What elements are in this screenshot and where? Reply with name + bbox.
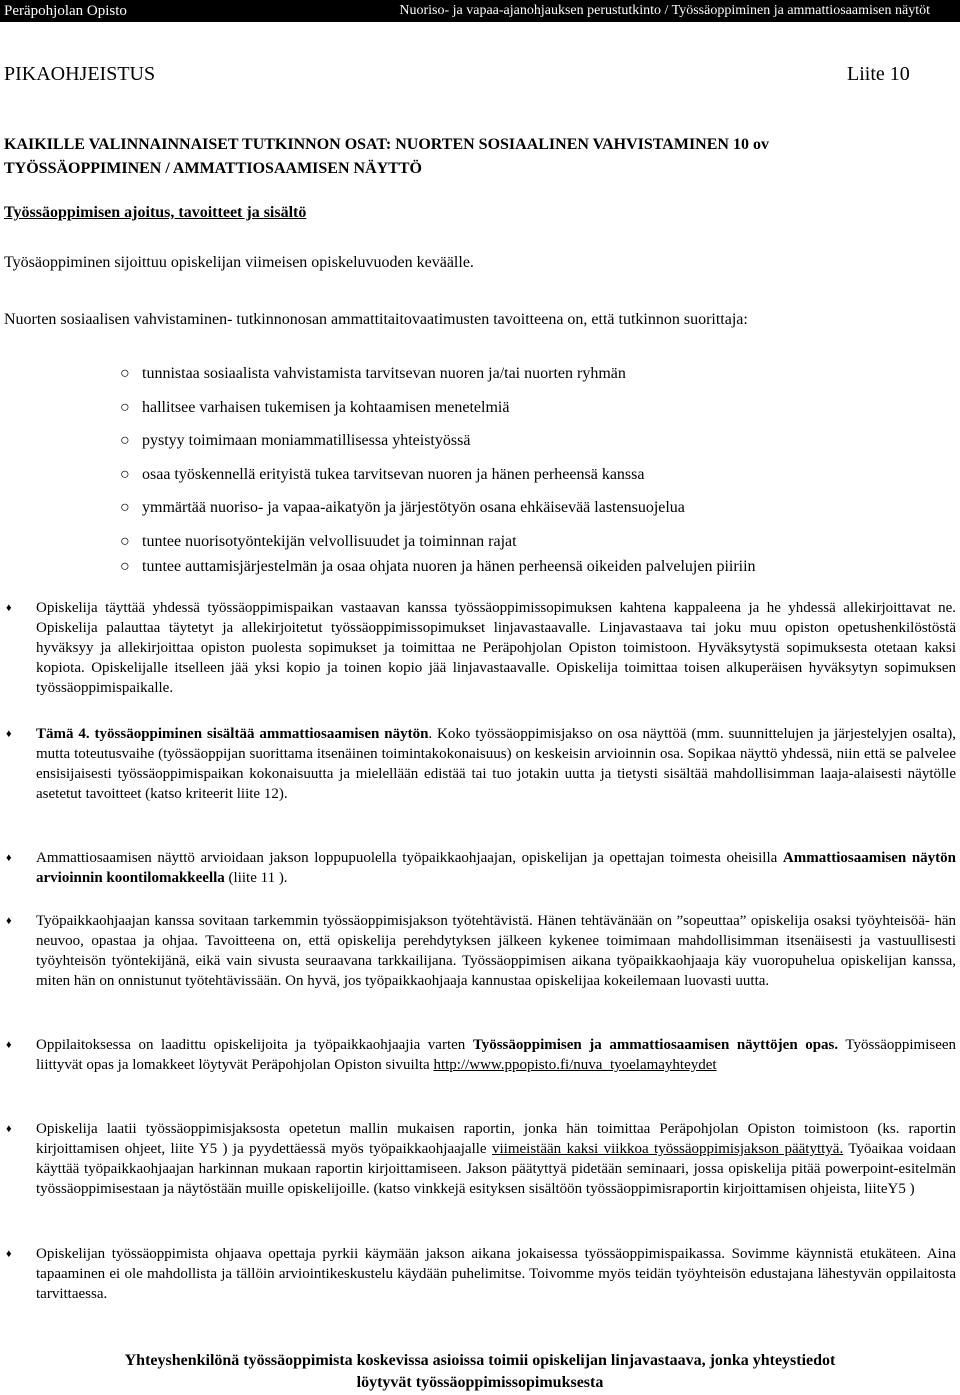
paragraph-teacher-visit: ♦ Opiskelijan työssäoppimista ohjaava opettaja pyrkii käymään jakson aikana jokaisessa työssäoppimispaikassa. Sovimme käynnistä etukäteen. Aina tapaaminen ei ole mahdollista ja tällöin arviointikeskustelu käydään puhelimitse. Toivomme myös teidän työyhteisön edustajana lähestyvän oppilaitosta tarvittaessa. bbox=[6, 1246, 956, 1302]
heading-module: KAIKILLE VALINNAINNAISET TUTKINNON OSAT: NUORTEN SOSIAALINEN VAHVISTAMINEN 10 ov bbox=[4, 136, 769, 153]
section-title: Työssäoppimisen ajoitus, tavoitteet ja sisältö bbox=[4, 204, 307, 221]
list-item: ○ osaa työskennellä erityistä tukea tarvitsevan nuoren ja hänen perheensä kanssa bbox=[120, 464, 756, 498]
circle-bullet-icon: ○ bbox=[120, 398, 130, 416]
page-title: PIKAOHJEISTUS bbox=[4, 63, 156, 85]
footer-line-1: Yhteyshenkilönä työssäoppimista koskevissa asioissa toimii opiskelijan linjavastaava, jonka yhteystiedot bbox=[124, 1352, 836, 1369]
paragraph-report: ♦ Opiskelija laatii työssäoppimisjaksosta opetetun mallin mukaisen raportin, jonka hän toimittaa Peräpohjolan Opiston toimistoon (ks. raportin kirjoittamisen ohjeet, liite Y5 ) ja pyydettäessä myös työpaikkaohjaajalle viimeistään kaksi viikkoa työssäoppimisjakson päätyttyä. Työaikaa voidaan käyttää työpaikkaohjaajan harkinnan mukaan raportin kirjoittamiseen. Jakson päätyttyä pidetään seminaari, jossa opiskelija pitää powerpoint-esitelmän työssäoppimisestaan ja näytöstään muille opiskelijoille. (katso vinkkejä esityksen sisältöön työssäoppimisraportin kirjoittamisen ohjeista, liiteY5 ) bbox=[6, 1121, 957, 1197]
circle-bullet-icon: ○ bbox=[120, 432, 130, 449]
paragraph-supervisor: ♦ Työpaikkaohjaajan kanssa sovitaan tarkemmin työssäoppimisjakson työtehtävistä. Hänen tehtävänään on ”sopeuttaa” opiskelija osaksi työyhteisöä- hän neuvoo, opastaa ja ohjaa. Tavoitteena on, että opiskelija perehdytyksen jälkeen kykenee toimimaan mahdollisimman itsenäisesti ja vastuullisesti työyhteisön työntekijänä, eikä vain sivusta seuraavana tarkkailijana. Työssäoppimisen aikana työpaikkaohjaaja käy vuoropuhelua opiskelijan kanssa, miten hän on onnistunut työtehtävissään. On hyvä, jos työpaikkaohjaaja kannustaa opiskelijaa kokeilemaan luovasti uutta. bbox=[6, 913, 956, 989]
circle-bullet-icon: ○ bbox=[120, 557, 130, 575]
list-item: ○ hallitsee varhaisen tukemisen ja kohtaamisen menetelmiä bbox=[120, 397, 756, 431]
intro-paragraph: Työsäoppiminen sijoittuu opiskelijan viimeisen opiskeluvuoden keväälle. bbox=[4, 254, 474, 271]
paragraph-demonstration: ♦ Tämä 4. työssäoppiminen sisältää ammattiosaamisen näytön. Koko työssäoppimisjakso on osa näyttöä (mm. suunnittelujen ja järjestelyjen osalta), mutta toteutusvaihe (työssäoppijan suorittama itsenäinen toimintakokonaisuus) on keskeisin arvioinnin osa. Sopikaa näyttö yhdessä, niin että se palvelee ensisijaisesti työssäoppimispaikan kokonaisuutta ja mielellään edistää tai tuo jotakin uutta ja tietysti sisältää mahdollisimman laaja-alaisesti näytölle asetetut tavoitteet (katso kriteerit liite 12). bbox=[6, 726, 956, 802]
header-document-title: Nuoriso- ja vapaa-ajanohjauksen perustutkinto / Työssäoppiminen ja ammattiosaamisen näytöt bbox=[399, 3, 930, 18]
paragraph-contract: ♦ Opiskelija täyttää yhdessä työssäoppimispaikan vastaavan kanssa työssäoppimissopimuksen kahtena kappaleena ja he yhdessä allekirjoittavat ne. Opiskelija palauttaa täytetyt ja allekirjoitetut työssäoppimissopimukset linjavastaavalle. Linjavastaava tai joku muu opiston opetushenkilöstöstä hyväksyy ja allekirjoittaa opiston puolesta sopimukset ja toimittaa ne Peräpohjolan Opiston toimistoon. Hyväksytystä sopimuksesta otetaan kaksi kopiota. Opiskelijalle itselleen jää yksi kopio ja toinen kopio jää linjavastaavalle. Opiskelija toimittaa toisen alkuperäisen hyväksytyn sopimuksen työssäoppimispaikalle. bbox=[6, 600, 956, 696]
goals-list bbox=[120, 363, 756, 578]
diamond-bullet-icon: ♦ bbox=[6, 728, 12, 740]
appendix-label: Liite 10 bbox=[847, 63, 910, 85]
diamond-bullet-icon: ♦ bbox=[6, 1248, 12, 1260]
circle-bullet-icon: ○ bbox=[120, 499, 130, 516]
list-item: ○ pystyy toimimaan moniammatillisessa yhteistyössä bbox=[120, 430, 756, 464]
goals-intro: Nuorten sosiaalisen vahvistaminen- tutkinnonosan ammattitaitovaatimusten tavoitteena on, että tutkinnon suorittaja: bbox=[4, 311, 748, 328]
diamond-bullet-icon: ♦ bbox=[6, 602, 12, 614]
diamond-bullet-icon: ♦ bbox=[6, 1039, 12, 1051]
diamond-bullet-icon: ♦ bbox=[6, 1123, 12, 1135]
header-school-name: Peräpohjolan Opisto bbox=[4, 3, 127, 19]
list-item: ○ ymmärtää nuoriso- ja vapaa-aikatyön ja järjestötyön osana ehkäisevää lastensuojelua bbox=[120, 497, 756, 531]
list-item: ○ tuntee auttamisjärjestelmän ja osaa ohjata nuoren ja hänen perheensä oikeiden palvelujen piiriin bbox=[120, 556, 756, 578]
paragraph-assessment: ♦ Ammattiosaamisen näyttö arvioidaan jakson loppupuolella työpaikkaohjaajan, opiskelijan ja opettajan toimesta oheisilla Ammattiosaamisen näytön arvioinnin koontilomakkeella (liite 11 ). bbox=[6, 850, 957, 886]
circle-bullet-icon: ○ bbox=[120, 365, 130, 382]
diamond-bullet-icon: ♦ bbox=[6, 915, 12, 927]
diamond-bullet-icon: ♦ bbox=[6, 852, 12, 864]
page-footer bbox=[0, 1350, 960, 1394]
list-item: ○ tuntee nuorisotyöntekijän velvollisuudet ja toiminnan rajat bbox=[120, 531, 756, 556]
circle-bullet-icon: ○ bbox=[120, 532, 130, 550]
footer-line-2: löytyvät työssäoppimissopimuksesta bbox=[356, 1374, 604, 1391]
list-item: ○ tunnistaa sosiaalista vahvistamista tarvitsevan nuoren ja/tai nuorten ryhmän bbox=[120, 363, 756, 397]
heading-subject: TYÖSSÄOPPIMINEN / AMMATTIOSAAMISEN NÄYTTÖ bbox=[4, 160, 422, 177]
circle-bullet-icon: ○ bbox=[120, 465, 130, 483]
page-header bbox=[0, 0, 960, 22]
guide-link[interactable]: http://www.ppopisto.fi/nuva_tyoelamayhteydet bbox=[433, 1057, 717, 1073]
paragraph-guide: ♦ Oppilaitoksessa on laadittu opiskelijoita ja työpaikkaohjaajia varten Työssäoppimisen ja ammattiosaamisen näyttöjen opas. Työssäoppimiseen liittyvät opas ja lomakkeet löytyvät Peräpohjolan Opiston sivuilta http://www.ppopisto.fi/nuva_tyoelamayhteydet bbox=[6, 1037, 957, 1073]
